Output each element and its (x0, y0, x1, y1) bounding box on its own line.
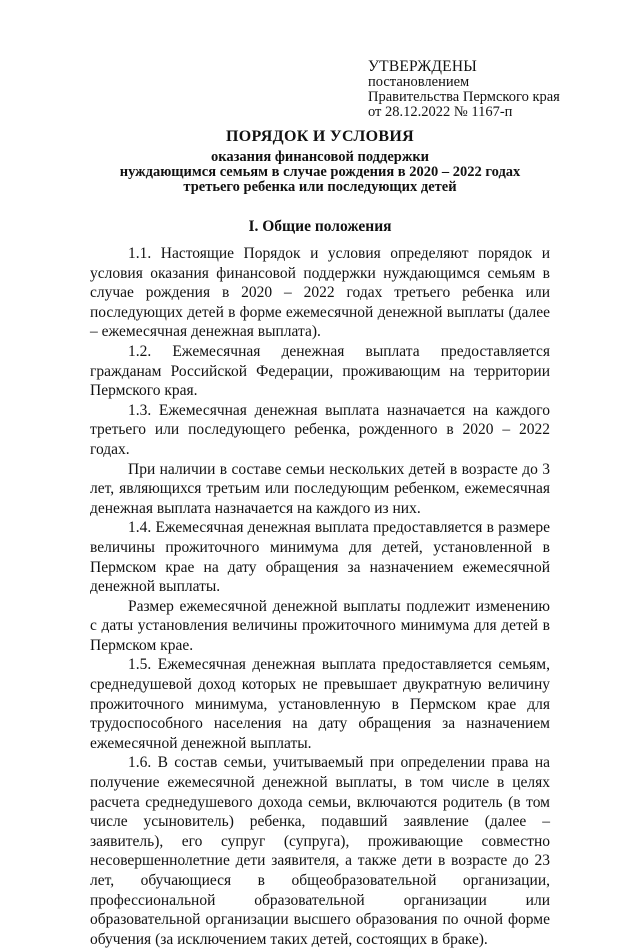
document-title: ПОРЯДОК И УСЛОВИЯ (226, 128, 414, 145)
subtitle-line-3: третьего ребенка или последующих детей (183, 179, 457, 195)
paragraph-1-6: 1.6. В состав семьи, учитываемый при определении права на получение ежемесячной денежной выплаты, в том числе в целях расчета среднедушевого дохода семьи, включаются родитель (в том числе усыновитель) ребенка, подавший заявление (далее – заявитель), его супруг (супруга), проживающие совместно несовершеннолетние дети заявителя, а также дети в возрасте до 23 лет, обучающиеся в общеобразовательной организации, профессиональной образовательной организации или образовательной организации высшего образования по очной форме обучения (за исключением таких детей, состоящих в браке). (90, 754, 550, 948)
paragraph-1-1: 1.1. Настоящие Порядок и условия определяют порядок и условия оказания финансовой поддержки нуждающимся семьям в случае рождения в 2020 – 2022 годах третьего ребенка или последующих детей в форме ежемесячной денежной выплаты (далее – ежемесячная денежная выплата). (90, 245, 550, 341)
section-heading: I. Общие положения (248, 218, 392, 235)
paragraph-1-3: 1.3. Ежемесячная денежная выплата назначается на каждого третьего или последующего ребенка, рожденного в 2020 – 2022 годах. (90, 401, 550, 458)
paragraph-1-3-continued: При наличии в составе семьи нескольких детей в возрасте до 3 лет, являющихся третьим или последующим ребенком, ежемесячная денежная выплата назначается на каждого из них. (90, 460, 550, 517)
subtitle-line-2: нуждающимся семьям в случае рождения в 2020 – 2022 годах (119, 164, 521, 180)
paragraph-1-5: 1.5. Ежемесячная денежная выплата предоставляется семьям, среднедушевой доход которых не превышает двукратную величину прожиточного минимума, установленную в Пермском крае для трудоспособного населения на дату обращения за назначением ежемесячной денежной выплаты. (90, 656, 550, 752)
paragraph-1-4: 1.4. Ежемесячная денежная выплата предоставляется в размере величины прожиточного минимума для детей, установленной в Пермском крае на дату обращения за назначением ежемесячной денежной выплаты. (90, 519, 550, 596)
document-body (90, 244, 550, 949)
approval-title: УТВЕРЖДЕНЫ (368, 58, 477, 75)
paragraph-1-4-continued: Размер ежемесячной денежной выплаты подлежит изменению с даты установления величины прожиточного минимума для детей в Пермском крае. (90, 597, 550, 654)
subtitle-line-1: оказания финансовой поддержки (210, 149, 430, 165)
approval-stamp (368, 58, 608, 120)
approval-line-3: от 28.12.2022 № 1167-п (368, 104, 513, 120)
paragraph-1-2: 1.2. Ежемесячная денежная выплата предоставляется гражданам Российской Федерации, проживающим на территории Пермского края. (90, 342, 550, 400)
document-subtitle (90, 150, 550, 195)
approval-line-1: постановлением (368, 74, 470, 90)
approval-line-2: Правительства Пермского края (368, 89, 560, 105)
